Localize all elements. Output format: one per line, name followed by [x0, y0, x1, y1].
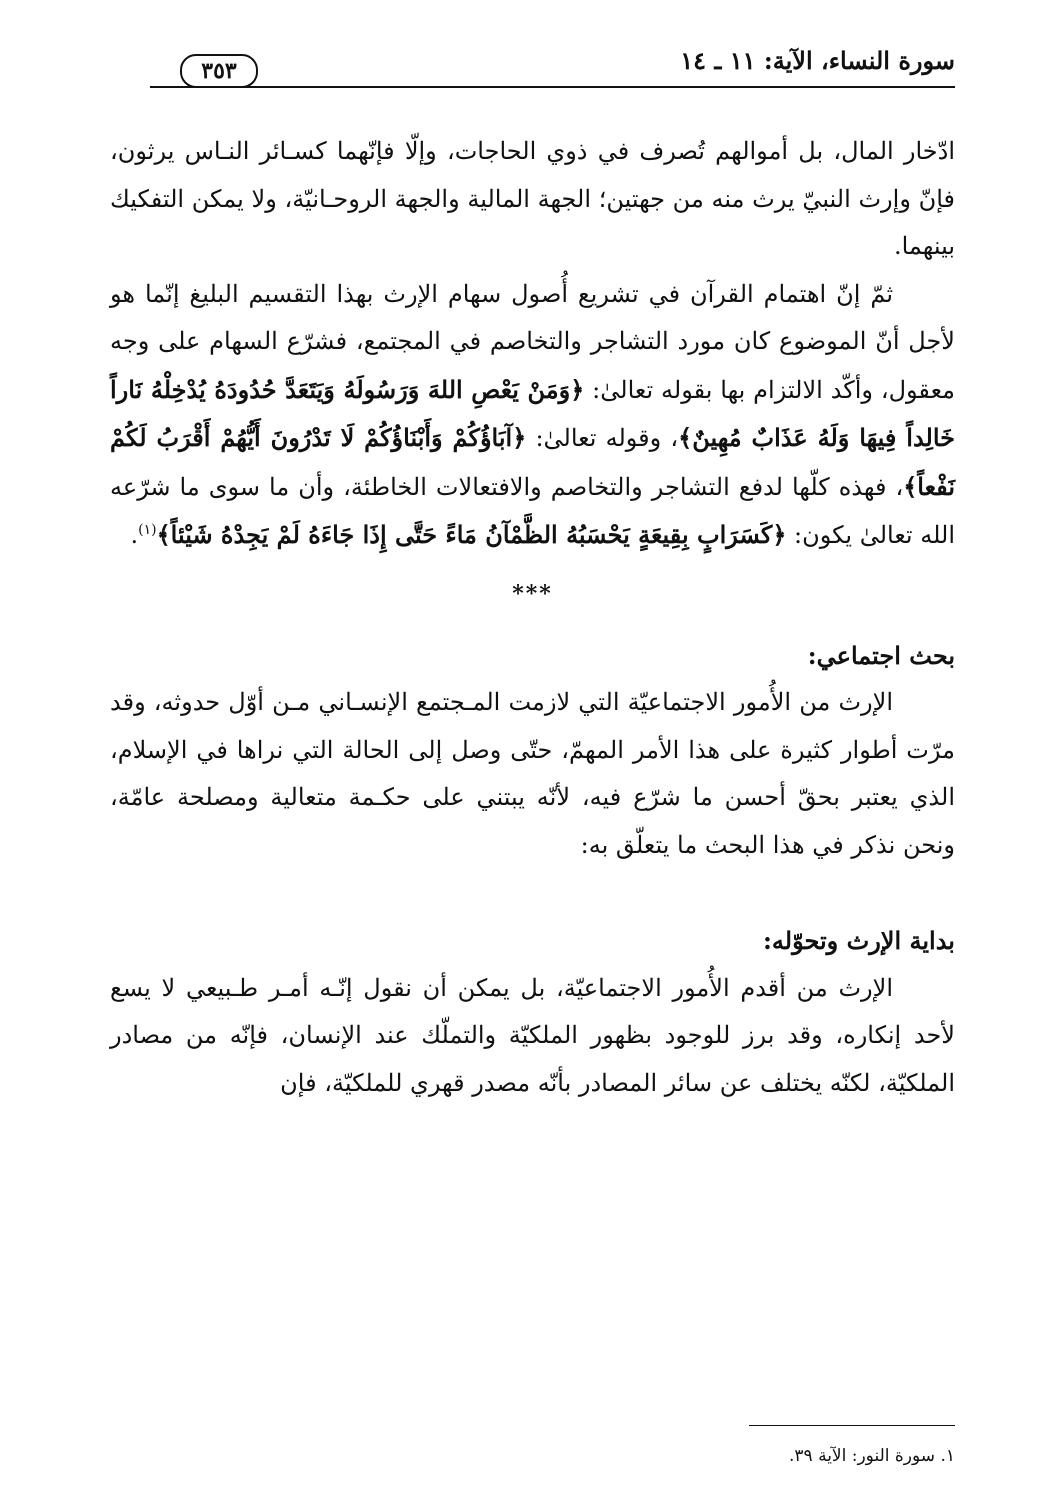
page-number: ٣٥٣ [180, 54, 258, 88]
section-heading-inheritance-origin: بداية الإرث وتحوّله: [763, 926, 955, 955]
footnote-marker: (١) [138, 522, 157, 538]
paragraph-3: الإرث من الأُمور الاجتماعيّة التي لازمت المـجتمع الإنسـاني مـن أوّل حدوثه، وقد مرّت أطوار كثيرة على هذا الأمر المهمّ، حتّى وصل إلى الحالة التي نراها في الإسلام، الذي يعتبر بحقّ أحسن ما شرّع فيه، لأنّه يبتني على حكـمة متعالية ومصلحة عامّة، ونحن نذكر في هذا البحث ما يتعلّق به: [110, 688, 955, 859]
spacer [110, 869, 955, 917]
quran-verse-3: ﴿كَسَرَابٍ بِقِيعَةٍ يَحْسَبُهُ الظَّمْآنُ مَاءً حَتَّى إِذَا جَاءَهُ لَمْ يَجِدْهُ شَيْئاً﴾ [156, 520, 787, 549]
paragraph-1: ادّخار المال، بل أموالهم تُصرف في ذوي الحاجات، وإلّا فإنّهما كسـائر النـاس يرثون، فإنّ وإرث النبيّ يرث منه من جهتين؛ الجهة المالية والجهة الروحـانيّة، ولا يمكن التفكيك بينهما. [110, 137, 955, 260]
paragraph-2-end: . [130, 521, 139, 549]
paragraph-2-text-a: ثمّ إنّ اهتمام القرآن في تشريع أُصول سهام الإرث بهذا التقسيم البليغ إنّما هو لأجل أنّ الموضوع كان مورد التشاجر والتخاصم في المجتمع، فشرّع السهام على وجه معقول، وأكّد الالتزام بها بقوله تعالىٰ: [110, 279, 956, 404]
paragraph-2-text-b: ، وقوله تعالىٰ: [526, 424, 679, 452]
quran-verse-2: ﴿آبَاؤُكُمْ وَأَبْنَاؤُكُمْ لَا تَدْرُونَ أَيُّهُمْ أَقْرَبُ لَكُمْ نَفْعاً﴾ [110, 423, 955, 501]
page-body [110, 128, 955, 1107]
section-separator: *** [512, 580, 553, 607]
quran-verse-1: ﴿وَمَنْ يَعْصِ اللهَ وَرَسُولَهُ وَيَتَعَدَّ حُدُودَهُ يُدْخِلْهُ نَاراً خَالِداً فِيهَا وَلَهُ عَذَابٌ مُهِينٌ﴾ [110, 374, 956, 452]
paragraph-2 [110, 271, 955, 560]
header-rule [150, 86, 955, 88]
paragraph-2-text-c: ، فهذه كلّها لدفع التشاجر والتخاصم والافتعالات الخاطئة، وأن ما سوى ما شرّعه الله تعالىٰ يكون: [110, 472, 955, 549]
running-head: سورة النساء، الآية: ١١ ـ ١٤ [680, 46, 955, 75]
footnote: ١. سورة النور: الآية ٣٩. [789, 1446, 955, 1466]
paragraph-4: الإرث من أقدم الأُمور الاجتماعيّة، بل يمكن أن نقول إنّـه أمـر طـبيعي لا يسع لأحد إنكاره، وقد برز للوجود بظهور الملكيّة والتملّك عند الإنسان، فإنّه من مصادر الملكيّة، لكنّه يختلف عن سائر المصادر بأنّه مصدر قهري للملكيّة، فإن [110, 973, 955, 1097]
section-heading-social: بحث اجتماعي: [807, 640, 955, 670]
page-header [150, 40, 955, 86]
footnote-rule [749, 1425, 955, 1426]
